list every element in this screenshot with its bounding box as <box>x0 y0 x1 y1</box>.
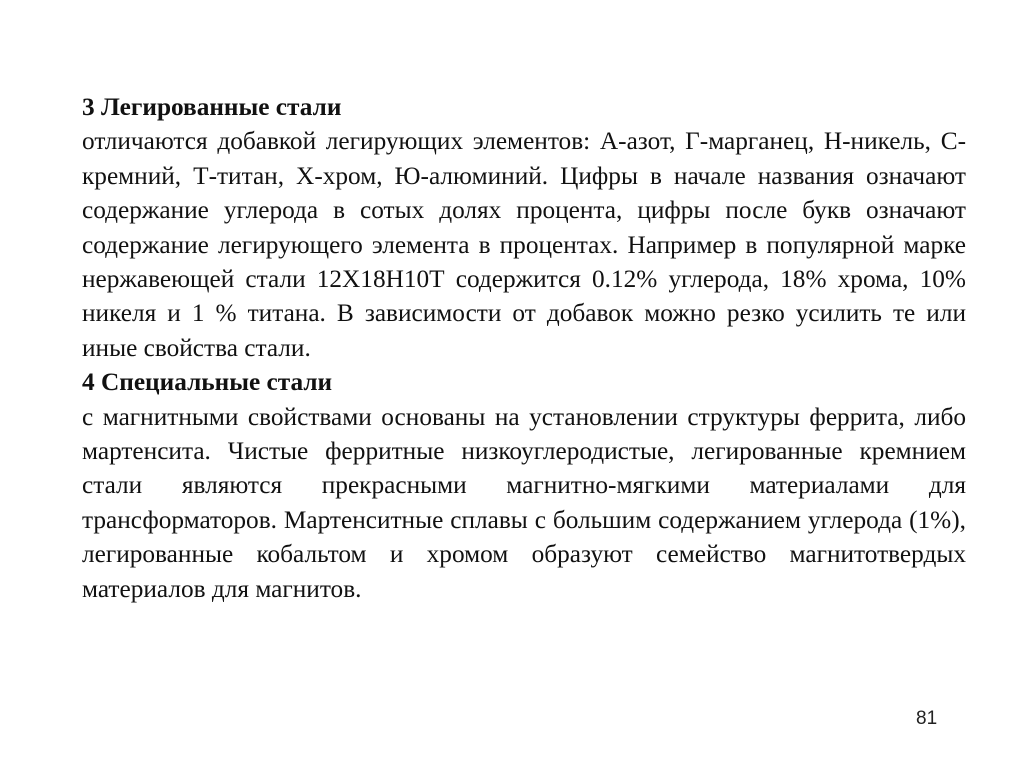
document-body <box>82 90 966 606</box>
page-number: 81 <box>916 708 938 729</box>
section-text-alloyed-steels: отличаются добавкой легирующих элементов: А-азот, Г-марганец, Н-никель, С-кремний, Т-титан, Х-хром, Ю-алюминий. Цифры в начале названия означают содержание углерода в сотых долях процента, цифры после букв означают содержание легирующего элемента в процентах. Например в популярной марке нержавеющей стали 12Х18Н10Т содержится 0.12% углерода, 18% хрома, 10% никеля и 1 % титана. В зависимости от добавок можно резко усилить те или иные свойства стали. <box>82 127 966 362</box>
section-heading-alloyed-steels: 3 Легированные стали <box>82 93 342 121</box>
section-text-special-steels: с магнитными свойствами основаны на установлении структуры феррита, либо мартенсита. Чистые ферритные низкоуглеродистые, легированные кремнием стали являются прекрасными магнитно-мягкими материалами для трансформаторов. Мартенситные сплавы с большим содержанием углерода (1%), легированные кобальтом и хромом образуют семейство магнитотвердых материалов для магнитов. <box>82 402 966 603</box>
section-heading-special-steels: 4 Специальные стали <box>82 368 333 397</box>
